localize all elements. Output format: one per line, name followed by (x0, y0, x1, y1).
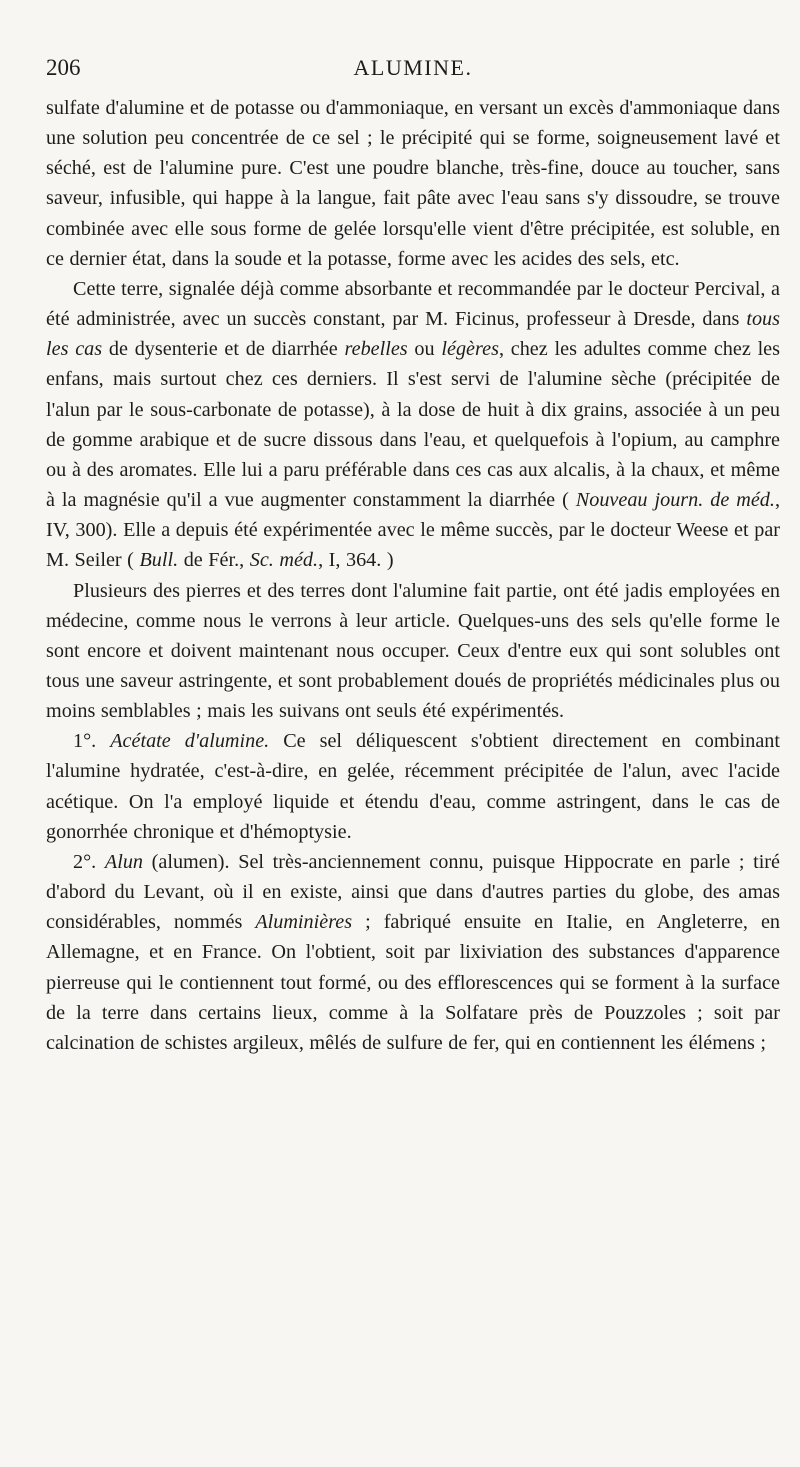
italic-segment: tous les cas (46, 308, 780, 361)
page-header (46, 55, 780, 89)
text-segment: 1°. (73, 730, 111, 753)
paragraph-continuation (46, 93, 780, 274)
text-segment: , IV, 300). Elle a depuis été expérimentée avec le même succès, par le docteur Weese et par M. Seiler ( (46, 489, 780, 572)
italic-segment: Sc. méd. (249, 549, 319, 572)
paragraph-alumina-use (46, 274, 780, 576)
text-segment: Ce sel déliquescent s'obtient directement en combinant l'alumine hydratée, c'est-à-dire, en gelée, récemment précipitée de l'alun, avec l'acide acétique. On l'a employé liquide et étendu d'eau, comme astringent, dans le cas de gonorrhée chronique et d'hémoptysie. (46, 730, 780, 843)
paragraph-stones-and-earths (46, 576, 780, 727)
italic-segment: Acétate d'alumine. (110, 730, 270, 753)
text-segment: (alumen). Sel très-anciennement connu, puisque Hippocrate en parle ; tiré d'abord du Levant, où il en existe, ainsi que dans d'autres parties du globe, des amas considérables, nommés (46, 850, 780, 934)
text-segment: de dysenterie et de diarrhée (102, 338, 345, 361)
text-segment: sulfate d'alumine et de potasse ou d'ammoniaque, en versant un excès d'ammoniaque dans une solution peu concentrée de ce sel ; le précipité qui se forme, soigneusement lavé et séché, est de l'alumine pure. C'est une poudre blanche, très-fine, douce au toucher, sans saveur, infusible, qui happe à la langue, fait pâte avec l'eau sans s'y dissoudre, se trouve combinée avec elle sous forme de gelée lorsqu'elle vient d'être précipitée, est soluble, en ce dernier état, dans la soude et la potasse, forme avec les acides des sels, etc. (46, 97, 780, 270)
italic-segment: Alun (104, 850, 144, 873)
text-segment: ; fabriqué ensuite en Italie, en Angleterre, en Allemagne, et en France. On l'obtient, soit par lixiviation des substances d'apparence pierreuse qui le contiennent tout formé, ou des efflorescences qui se forment à la surface de la terre dans certains lieux, comme à la Solfatare près de Pouzzoles ; soit par calcination de schistes argileux, mêlés de sulfure de fer, qui en contiennent les élémens ; (46, 911, 781, 1054)
paragraph-acetate (46, 726, 780, 847)
text-segment: 2°. (73, 850, 105, 873)
italic-segment: Bull. (139, 549, 179, 572)
italic-segment: Aluminières (255, 911, 353, 934)
italic-segment: légères (441, 338, 499, 361)
text-segment: , chez les adultes comme chez les enfans, mais surtout chez ces derniers. Il s'est servi de l'alumine sèche (précipitée de l'alun par le sous-carbonate de potasse), à la dose de huit à dix grains, associée à un peu de gomme arabique et de sucre dissous dans l'eau, et quelquefois à l'opium, au camphre ou à des aromates. Elle lui a paru préférable dans ces cas aux alcalis, à la chaux, et même à la magnésie qu'il a vue augmenter constamment la diarrhée ( (46, 338, 781, 512)
text-segment: Cette terre, signalée déjà comme absorbante et recommandée par le docteur Percival, a été administrée, avec un succès constant, par M. Ficinus, professeur à Dresde, dans (46, 277, 780, 331)
body-text (46, 93, 780, 1058)
page-number: 206 (46, 55, 81, 80)
italic-segment: Nouveau journ. de méd. (575, 489, 775, 512)
italic-segment: rebelles (344, 338, 408, 361)
running-head: ALUMINE. (353, 55, 473, 80)
text-segment: ou (407, 338, 442, 361)
text-segment: de Fér., (178, 549, 250, 572)
paragraph-alun (46, 847, 780, 1058)
text-segment: , I, 364. ) (318, 549, 394, 572)
text-segment: Plusieurs des pierres et des terres dont l'alumine fait partie, ont été jadis employées en médecine, comme nous le verrons à leur article. Quelques-uns des sels qu'elle forme le sont encore et doivent maintenant nous occuper. Ceux d'entre eux qui sont solubles ont tous une saveur astringente, et sont probablement doués de propriétés médicinales plus ou moins semblables ; mais les suivans ont seuls été expérimentés. (46, 579, 780, 723)
